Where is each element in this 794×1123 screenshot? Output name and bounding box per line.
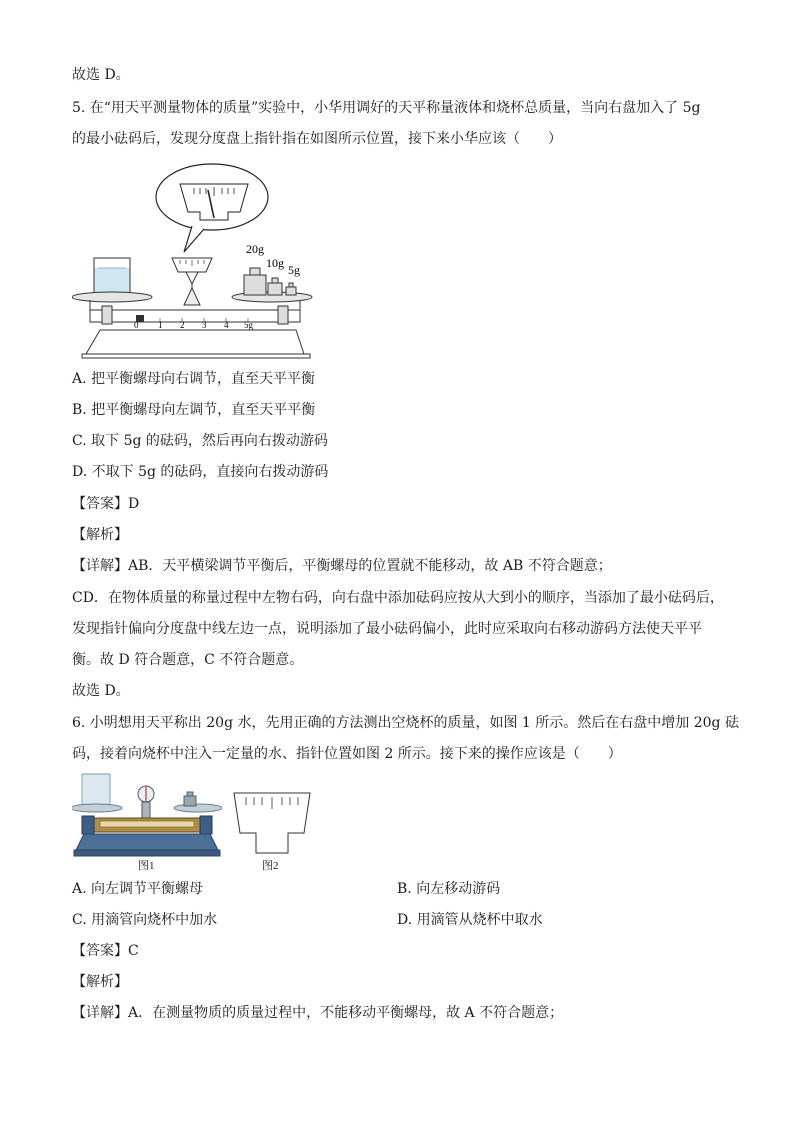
scale-tick-3: 3 bbox=[202, 320, 207, 330]
q5-balance-figure bbox=[72, 160, 322, 360]
q6-figure1-balance bbox=[72, 772, 222, 858]
q6-option-d: D. 用滴管从烧杯中取水 bbox=[397, 912, 543, 928]
q6-answer: 【答案】C bbox=[72, 943, 139, 959]
q5-detail-line2: CD．在物体质量的称量过程中左物右码，向右盘中添加砝码应按从大到小的顺序，当添加了最小砝码后， bbox=[72, 590, 724, 606]
q5-detail-line3: 发现指针偏向分度盘中线左边一点，说明添加了最小砝码偏小，此时应采取向右移动游码方法使天平平 bbox=[72, 621, 702, 637]
q5-conclusion: 故选 D。 bbox=[72, 683, 130, 699]
q5-option-a: A. 把平衡螺母向右调节，直至天平平衡 bbox=[72, 371, 316, 387]
scale-tick-1: 1 bbox=[158, 320, 163, 330]
scale-tick-2: 2 bbox=[180, 320, 185, 330]
q6-option-c: C. 用滴管向烧杯中加水 bbox=[72, 912, 218, 928]
q6-figure2-caption: 图2 bbox=[262, 860, 279, 872]
q6-analysis-label: 【解析】 bbox=[72, 974, 128, 990]
scale-tick-4: 4 bbox=[224, 320, 229, 330]
q6-figure2-dial bbox=[232, 791, 312, 855]
weight-label-5g: 5g bbox=[288, 263, 300, 277]
q5-stem-line1: 5. 在“用天平测量物体的质量”实验中，小华用调好的天平称量液体和烧杯总质量，当向右盘加入了 5g bbox=[72, 100, 701, 116]
q6-option-a: A. 向左调节平衡螺母 bbox=[72, 881, 204, 897]
scale-tick-5g: 5g bbox=[244, 320, 253, 330]
previous-conclusion: 故选 D。 bbox=[72, 67, 130, 83]
weight-label-20g: 20g bbox=[246, 242, 264, 256]
scale-tick-0: 0 bbox=[134, 320, 139, 330]
q5-option-d: D. 不取下 5g 的砝码，直接向右拨动游码 bbox=[72, 464, 329, 480]
q5-answer: 【答案】D bbox=[72, 496, 140, 512]
q6-detail-line1: 【详解】A．在测量物质的质量过程中，不能移动平衡螺母，故 A 不符合题意； bbox=[72, 1005, 564, 1021]
q5-option-c: C. 取下 5g 的砝码，然后再向右拨动游码 bbox=[72, 433, 328, 449]
q6-stem-line2: 码，接着向烧杯中注入一定量的水、指针位置如图 2 所示。接下来的操作应该是（ ） bbox=[72, 746, 622, 762]
q6-figure1-caption: 图1 bbox=[138, 860, 155, 872]
q6-option-b: B. 向左移动游码 bbox=[397, 881, 501, 897]
q5-option-b: B. 把平衡螺母向左调节，直至天平平衡 bbox=[72, 402, 316, 418]
q5-stem-line2: 的最小砝码后，发现分度盘上指针指在如图所示位置，接下来小华应该（ ） bbox=[72, 131, 562, 147]
weight-label-10g: 10g bbox=[266, 256, 284, 270]
q5-detail-line4: 衡。故 D 符合题意，C 不符合题意。 bbox=[72, 652, 304, 668]
q6-stem-line1: 6. 小明想用天平称出 20g 水，先用正确的方法测出空烧杯的质量，如图 1 所示。然后在右盘中增加 20g 砝 bbox=[72, 715, 739, 731]
q5-detail-line1: 【详解】AB．天平横梁调节平衡后，平衡螺母的位置就不能移动，故 AB 不符合题意； bbox=[72, 558, 612, 574]
q5-analysis-label: 【解析】 bbox=[72, 527, 128, 543]
